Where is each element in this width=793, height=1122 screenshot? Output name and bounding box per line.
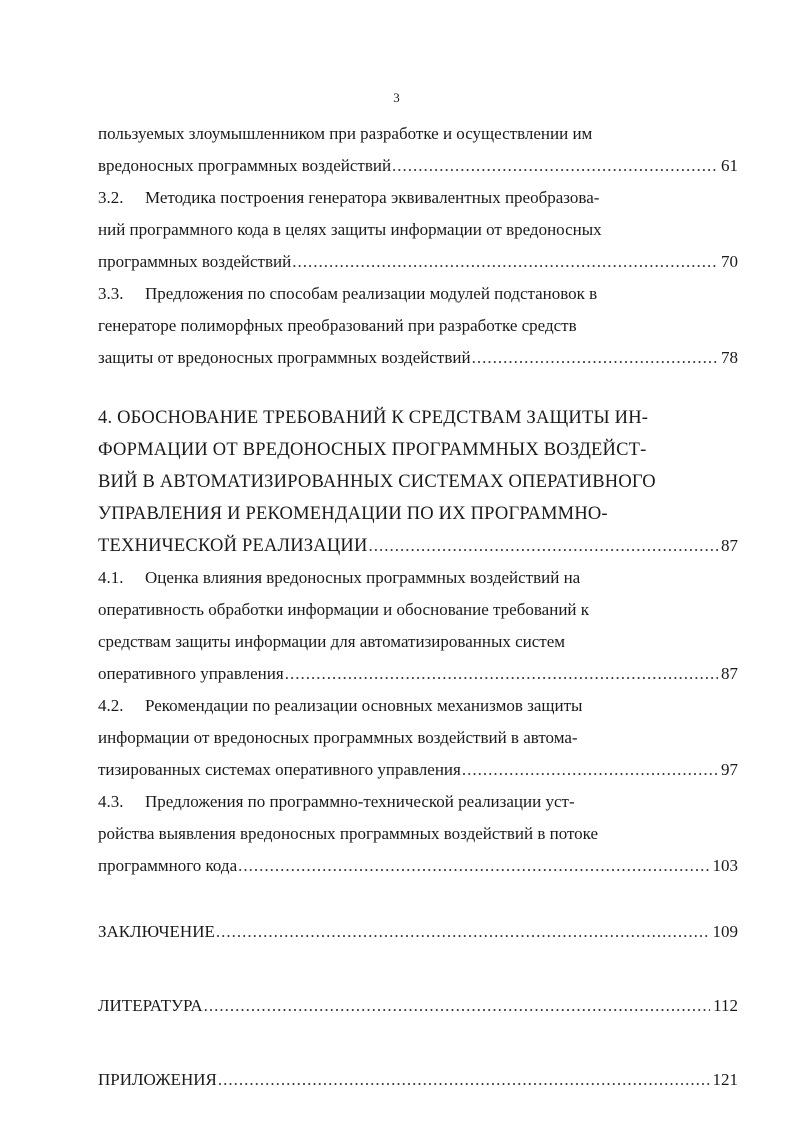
toc-line <box>98 466 738 498</box>
toc-text: программного кода <box>98 856 238 875</box>
page-ref: 87 <box>721 536 738 555</box>
dot-leader <box>285 658 718 690</box>
toc-line <box>98 310 738 342</box>
toc-entry-4-1[interactable] <box>98 562 738 594</box>
toc-line <box>98 498 738 530</box>
section-number: 4.1. <box>98 568 124 587</box>
page-ref: 97 <box>721 760 738 779</box>
toc-entry-4-3[interactable] <box>98 786 738 818</box>
section-number: 3.3. <box>98 284 124 303</box>
toc-chapter-4[interactable] <box>98 402 738 434</box>
toc-text: Рекомендации по реализации основных механизмов защиты <box>145 696 583 715</box>
page-ref: 112 <box>713 996 738 1015</box>
toc-line <box>98 818 738 850</box>
toc-entry-3-3[interactable] <box>98 278 738 310</box>
dot-leader <box>472 342 718 374</box>
dot-leader <box>218 1064 710 1096</box>
chapter-title: ТЕХНИЧЕСКОЙ РЕАЛИЗАЦИИ <box>98 536 368 556</box>
page-number: 3 <box>393 90 400 105</box>
dot-leader <box>392 150 718 182</box>
page-ref: 78 <box>721 348 738 367</box>
page-ref: 121 <box>712 1070 738 1089</box>
toc-entry-literature[interactable] <box>98 990 738 1022</box>
section-number: 4.2. <box>98 696 124 715</box>
chapter-title: 4. ОБОСНОВАНИЕ ТРЕБОВАНИЙ К СРЕДСТВАМ ЗАЩИТЫ ИН- <box>98 408 649 428</box>
toc-text: ЗАКЛЮЧЕНИЕ <box>98 922 215 941</box>
page-ref: 87 <box>721 664 738 683</box>
toc-text: ройства выявления вредоносных программных воздействий в потоке <box>98 824 599 843</box>
toc-text: Предложения по программно-технической реализации уст- <box>145 792 575 811</box>
table-of-contents <box>98 118 738 1096</box>
toc-entry-4-2[interactable] <box>98 690 738 722</box>
toc-text: оперативного управления <box>98 664 284 683</box>
toc-text: информации от вредоносных программных воздействий в автома- <box>98 728 578 747</box>
dot-leader <box>462 754 718 786</box>
dot-leader <box>369 530 718 562</box>
toc-entry-appendices[interactable] <box>98 1064 738 1096</box>
chapter-title: ВИЙ В АВТОМАТИЗИРОВАННЫХ СИСТЕМАХ ОПЕРАТИВНОГО <box>98 472 656 492</box>
toc-line <box>98 626 738 658</box>
section-number: 4.3. <box>98 792 124 811</box>
toc-text: оперативность обработки информации и обоснование требований к <box>98 600 590 619</box>
page-ref: 70 <box>721 252 738 271</box>
toc-text: Методика построения генератора эквивалентных преобразова- <box>145 188 600 207</box>
toc-line <box>98 214 738 246</box>
toc-text: ПРИЛОЖЕНИЯ <box>98 1070 217 1089</box>
toc-line-last <box>98 850 738 882</box>
toc-line <box>98 118 738 150</box>
toc-entry-conclusion[interactable] <box>98 916 738 948</box>
page-ref: 61 <box>721 156 738 175</box>
toc-line <box>98 722 738 754</box>
dot-leader <box>238 850 709 882</box>
dot-leader <box>204 990 711 1022</box>
toc-text: тизированных системах оперативного управления <box>98 760 461 779</box>
toc-line-last <box>98 658 738 690</box>
toc-line <box>98 594 738 626</box>
toc-text: ний программного кода в целях защиты информации от вредоносных <box>98 220 602 239</box>
chapter-title: ФОРМАЦИИ ОТ ВРЕДОНОСНЫХ ПРОГРАММНЫХ ВОЗДЕЙСТ- <box>98 440 647 460</box>
dot-leader <box>292 246 718 278</box>
toc-text: пользуемых злоумышленником при разработке и осуществлении им <box>98 124 593 143</box>
toc-text: генераторе полиморфных преобразований при разработке средств <box>98 316 577 335</box>
toc-entry-3-2[interactable] <box>98 182 738 214</box>
toc-line-last <box>98 246 738 278</box>
toc-line <box>98 434 738 466</box>
toc-text: вредоносных программных воздействий <box>98 156 392 175</box>
toc-entry-3-1-end[interactable] <box>98 150 738 182</box>
toc-text: Предложения по способам реализации модулей подстановок в <box>145 284 598 303</box>
dot-leader <box>216 916 710 948</box>
chapter-title: УПРАВЛЕНИЯ И РЕКОМЕНДАЦИИ ПО ИХ ПРОГРАММНО- <box>98 504 608 524</box>
section-number: 3.2. <box>98 188 124 207</box>
toc-text: защиты от вредоносных программных воздействий <box>98 348 471 367</box>
page-ref: 103 <box>712 856 738 875</box>
toc-text: ЛИТЕРАТУРА <box>98 996 203 1015</box>
toc-text: средствам защиты информации для автоматизированных систем <box>98 632 566 651</box>
toc-text: программных воздействий <box>98 252 292 271</box>
toc-line-last <box>98 754 738 786</box>
toc-line-last <box>98 530 738 562</box>
toc-line-last <box>98 342 738 374</box>
page-ref: 109 <box>712 922 738 941</box>
toc-text: Оценка влияния вредоносных программных воздействий на <box>145 568 581 587</box>
